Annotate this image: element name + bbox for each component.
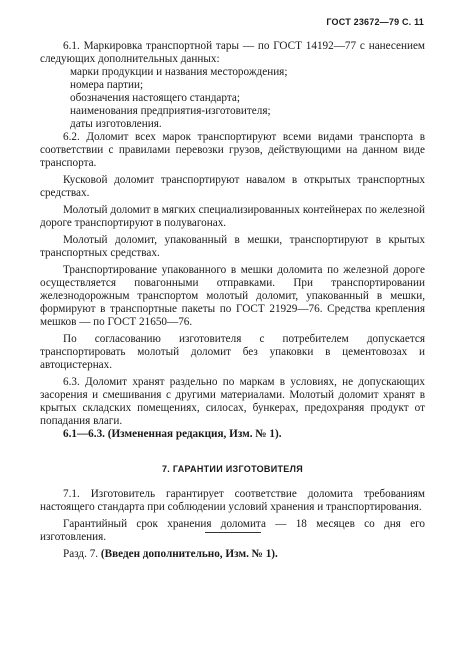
- paragraph-agreement: По согласованию изготовителя с потребителем допускается транспортировать молотый доломит без упаковки в цементовозах и автоцистернах.: [40, 333, 425, 371]
- paragraph-lump-dolomite: Кусковой доломит транспортируют навалом в открытых транспортных средствах.: [40, 174, 425, 199]
- list-item: наименования предприятия-изготовителя;: [70, 105, 271, 117]
- document-body: [40, 40, 425, 561]
- section-amendment-note: [40, 548, 425, 561]
- list-item: обозначения настоящего стандарта;: [70, 92, 240, 104]
- paragraph-6-3: 6.3. Доломит хранят раздельно по маркам в условиях, не допускающих засорения и смешивания с другими материалами. Молотый доломит хранят в крытых складских помещениях, силосах, бункерах, предохраняя продукт от попадания влаги.: [40, 376, 425, 427]
- amendment-note: 6.1—6.3. (Измененная редакция, Изм. № 1).: [63, 428, 282, 440]
- list-item: номера партии;: [70, 79, 144, 91]
- paragraph-warranty: Гарантийный срок хранения доломита — 18 месяцев со дня его изготовления.: [40, 518, 425, 543]
- amendment-text: (Введен дополнительно, Изм. № 1).: [100, 548, 278, 560]
- list-item: даты изготовления.: [70, 118, 162, 130]
- paragraph-6-2: 6.2. Доломит всех марок транспортируют всеми видами транспорта в соответствии с правилами перевозки грузов, действующими на данном виде транспорта.: [40, 131, 425, 169]
- paragraph-6-1: 6.1. Маркировка транспортной тары — по ГОСТ 14192—77 с нанесением следующих дополнительных данных:: [40, 40, 425, 65]
- end-rule: [205, 532, 261, 533]
- paragraph-7-1: 7.1. Изготовитель гарантирует соответствие доломита требованиям настоящего стандарта при соблюдении условий хранения и транспортирования.: [40, 488, 425, 513]
- paragraph-bags: Молотый доломит, упакованный в мешки, транспортируют в крытых транспортных средствах.: [40, 234, 425, 259]
- section-ref: Разд. 7.: [63, 548, 99, 560]
- list-item: марки продукции и названия месторождения;: [70, 66, 288, 78]
- paragraph-containers: Молотый доломит в мягких специализированных контейнерах по железной дороге транспортируют в полувагонах.: [40, 204, 425, 229]
- paragraph-rail-transport: Транспортирование упакованного в мешки доломита по железной дороге осуществляется повагонными отправками. При транспортировании железнодорожным транспортом молотый доломит, упакованный в мешки, формируют в транспортные пакеты по ГОСТ 21929—76. Средства крепления мешков — по ГОСТ 21650—76.: [40, 264, 425, 328]
- section-title: 7. ГАРАНТИИ ИЗГОТОВИТЕЛЯ: [161, 464, 303, 474]
- page-header: ГОСТ 23672—79 С. 11: [326, 17, 424, 27]
